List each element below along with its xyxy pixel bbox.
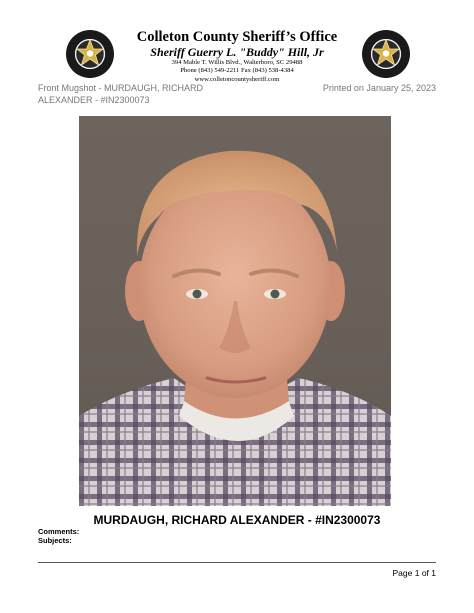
sheriff-star-icon — [370, 38, 402, 70]
office-title: Colleton County Sheriff’s Office — [136, 29, 338, 45]
photo-caption: Front Mugshot - MURDAUGH, RICHARD ALEXANDER - #IN2300073 — [38, 83, 204, 105]
mugshot-portrait-image — [79, 116, 391, 506]
sheriff-seal-left — [66, 30, 114, 78]
sheriff-name: Sheriff Guerry L. "Buddy" Hill, Jr — [150, 45, 324, 59]
sheriff-seal-right — [362, 30, 410, 78]
print-date: Printed on January 25, 2023 — [322, 83, 436, 93]
footer-divider — [38, 562, 436, 563]
subjects-label: Subjects: — [38, 536, 72, 545]
comments-label: Comments: — [38, 527, 80, 536]
office-phone: Phone (843) 549-2211 Fax (843) 538-4384 — [180, 67, 294, 75]
subject-name-booking-number: MURDAUGH, RICHARD ALEXANDER - #IN2300073 — [93, 513, 381, 527]
page-number: Page 1 of 1 — [392, 568, 436, 578]
office-address: 394 Mable T. Willis Blvd., Walterboro, SC 29488 — [171, 59, 303, 66]
agency-header — [120, 29, 354, 84]
office-website: www.colletoncountysheriff.com — [194, 75, 280, 83]
mugshot-photo — [79, 116, 391, 506]
sheriff-star-icon — [74, 38, 106, 70]
